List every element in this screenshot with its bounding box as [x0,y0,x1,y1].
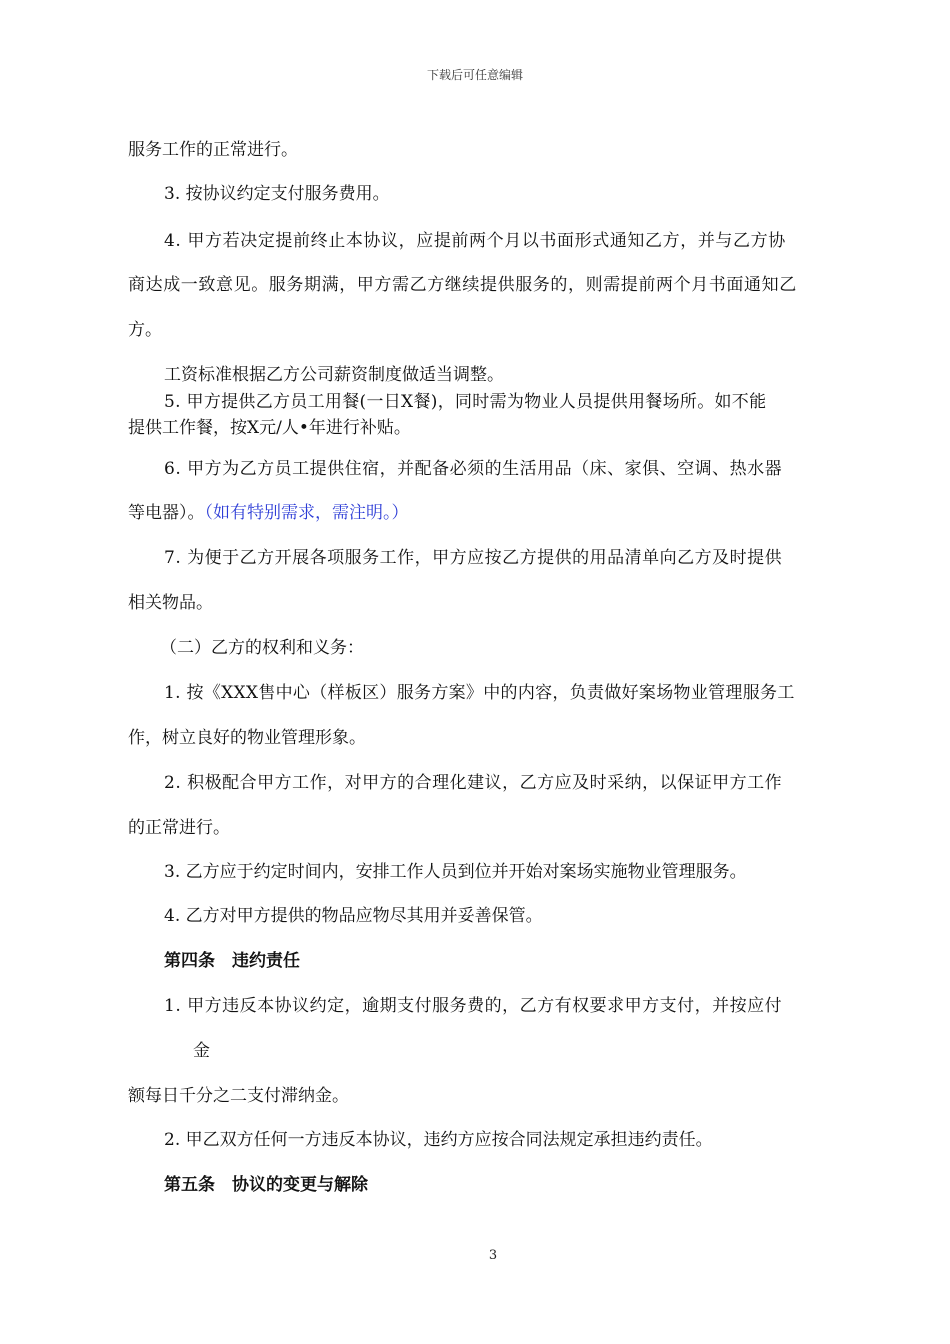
paragraph-line: 4. 甲方若决定提前终止本协议，应提前两个月以书面形式通知乙方，并与乙方协 [164,231,786,251]
page-header: 下载后可任意编辑 [426,68,523,82]
paragraph-line: 商达成一致意见。服务期满，甲方需乙方继续提供服务的，则需提前两个月书面通知乙 [128,275,797,295]
paragraph-line: 5. 甲方提供乙方员工用餐(一日X餐)，同时需为物业人员提供用餐场所。如不能 [164,392,767,412]
page-number: 3 [488,1248,498,1263]
paragraph-line: 7. 为便于乙方开展各项服务工作，甲方应按乙方提供的用品清单向乙方及时提供 [164,548,783,568]
paragraph-line: 工资标准根据乙方公司薪资制度做适当调整。 [164,365,504,385]
paragraph-line: 额每日千分之二支付滞纳金。 [128,1086,349,1106]
paragraph-line: 作，树立良好的物业管理形象。 [128,728,366,748]
paragraph-line: 2. 甲乙双方任何一方违反本协议，违约方应按合同法规定承担违约责任。 [164,1130,713,1150]
blue-note: （如有特别需求，需注明。） [204,503,409,523]
paragraph-line [128,503,409,523]
paragraph-line: 1. 按《XXX售中心（样板区）服务方案》中的内容，负责做好案场物业管理服务工 [164,683,795,703]
section-subheading: （二）乙方的权利和义务： [160,638,364,658]
article-heading: 第四条 违约责任 [164,951,300,971]
paragraph-line: 3. 乙方应于约定时间内，安排工作人员到位并开始对案场实施物业管理服务。 [164,862,747,882]
paragraph-line: 服务工作的正常进行。 [128,140,298,160]
paragraph-line: 2. 积极配合甲方工作，对甲方的合理化建议，乙方应及时采纳，以保证甲方工作 [164,773,783,793]
paragraph-line: 金 [193,1041,210,1061]
article-heading: 第五条 协议的变更与解除 [164,1175,368,1195]
paragraph-line: 1. 甲方违反本协议约定，逾期支付服务费的，乙方有权要求甲方支付，并按应付 [164,996,783,1016]
paragraph-line: 4. 乙方对甲方提供的物品应物尽其用并妥善保管。 [164,906,543,926]
paragraph-line: 6. 甲方为乙方员工提供住宿，并配备必须的生活用品（床、家俱、空调、热水器 [164,459,783,479]
paragraph-line: 3. 按协议约定支付服务费用。 [164,184,390,204]
paragraph-line: 提供工作餐，按X元/人•年进行补贴。 [128,418,411,438]
paragraph-line: 相关物品。 [128,593,213,613]
paragraph-line: 方。 [128,320,162,340]
paragraph-line: 的正常进行。 [128,818,230,838]
paragraph-text: 等电器）。 [128,503,205,523]
